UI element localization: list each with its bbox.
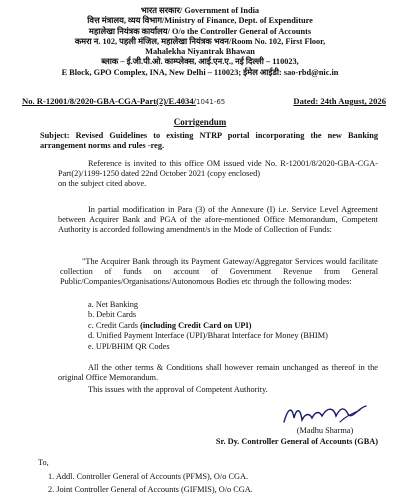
signature-block (260, 402, 390, 435)
letterhead-line: महालेखा नियंत्रक कार्यालय/ O/o the Controller General of Accounts (88, 26, 312, 36)
recipient-item: 1. Addl. Controller General of Accounts (PFMS), O/o CGA. (48, 472, 249, 481)
recipient-item: 2. Joint Controller General of Accounts (GIFMIS), O/o CGA. (48, 485, 253, 494)
reference-date: Dated: 24th August, 2026 (293, 96, 386, 106)
mode-item (88, 342, 328, 352)
mode-item (88, 331, 328, 341)
modification-paragraph: In partial modification in Para (3) of the Annexure (I) i.e. Service Level Agreement between Acquirer Bank and PGA of the afore-mentioned Office Memorandum, Competent Authority is accorded following amendment/s in the Mode of Collection of Funds: (58, 205, 378, 235)
subject-line: Subject: Revised Guidelines to existing NTRP portal incorporating the new Banking arrangement norms and rules -reg. (40, 131, 378, 151)
modes-list (88, 300, 328, 352)
mode-item (88, 300, 328, 310)
document-heading: Corrigendum (173, 117, 227, 127)
mode-item (88, 321, 328, 331)
letterhead-line: वित्त मंत्रालय, व्यय विभाग/Ministry of Finance, Dept. of Expenditure (87, 16, 313, 26)
mode-item-text: c. Credit Cards (88, 320, 141, 330)
approval-line: This issues with the approval of Competent Authority. (88, 385, 268, 394)
mode-item-emphasis: (including Credit Card on UPI) (140, 320, 252, 330)
handwritten-dispatch-number: 1041-65 (196, 98, 226, 106)
letterhead-line: E Block, GPO Complex, INA, New Delhi – 110023; ईमेल आईडी: sao-rbd@nic.in (61, 67, 339, 77)
mode-item-text: a. Net Banking (88, 300, 139, 309)
recipient-list (48, 470, 253, 496)
mode-item-text: b. Debit Cards (88, 310, 137, 320)
letterhead-line: कमरा न. 102, पहली मंजिल, महालेखा नियंत्रक भवन/Room No. 102, First Floor, (74, 36, 326, 46)
mode-item-text: e. UPI/BHIM QR Codes (88, 341, 170, 351)
unchanged-terms-paragraph: All the other terms & Conditions shall however remain unchanged as thereof in the original Office Memorandum. (58, 363, 378, 383)
handwritten-signature (280, 402, 370, 426)
mode-item-text: d. Unified Payment Interface (UPI)/Bharat Interface for Money (BHIM) (88, 331, 328, 341)
reference-paragraph (58, 159, 378, 190)
signatory-designation: Sr. Dy. Controller General of Accounts (GBA) (215, 437, 378, 446)
mode-item (88, 310, 328, 320)
reference-paragraph-text: Reference is invited to this office OM issued vide No. R-12001/8/2020-GBA-CGA-Part(2)/1199-1250 dated 22nd October 2021 (copy enclosed) (58, 159, 378, 179)
signatory-name: (Madhu Sharma) (296, 426, 354, 435)
reference-number: No. R-12001/8/2020-GBA-CGA-Part(2)/E.4034/ (22, 96, 197, 106)
letterhead (0, 6, 400, 78)
reference-line (22, 96, 386, 106)
reference-paragraph-text: on the subject cited above. (58, 179, 147, 189)
to-label: To, (38, 458, 49, 467)
letterhead-line: Mahalekha Niyantrak Bhawan (145, 47, 255, 57)
quoted-paragraph: "The Acquirer Bank through its Payment Gateway/Aggregator Services would facilitate collection of funds on account of Government Revenue from General Public/Companies/Organisations/Autonomous Bodies etc through the following modes: (60, 257, 378, 287)
letterhead-line: ब्लाक – ई.जी.पी.ओ. काम्प्लेक्स, आई.एन.ए., नई दिल्ली – 110023, (101, 57, 299, 67)
letterhead-line: भारत सरकार/ Government of India (140, 6, 260, 15)
